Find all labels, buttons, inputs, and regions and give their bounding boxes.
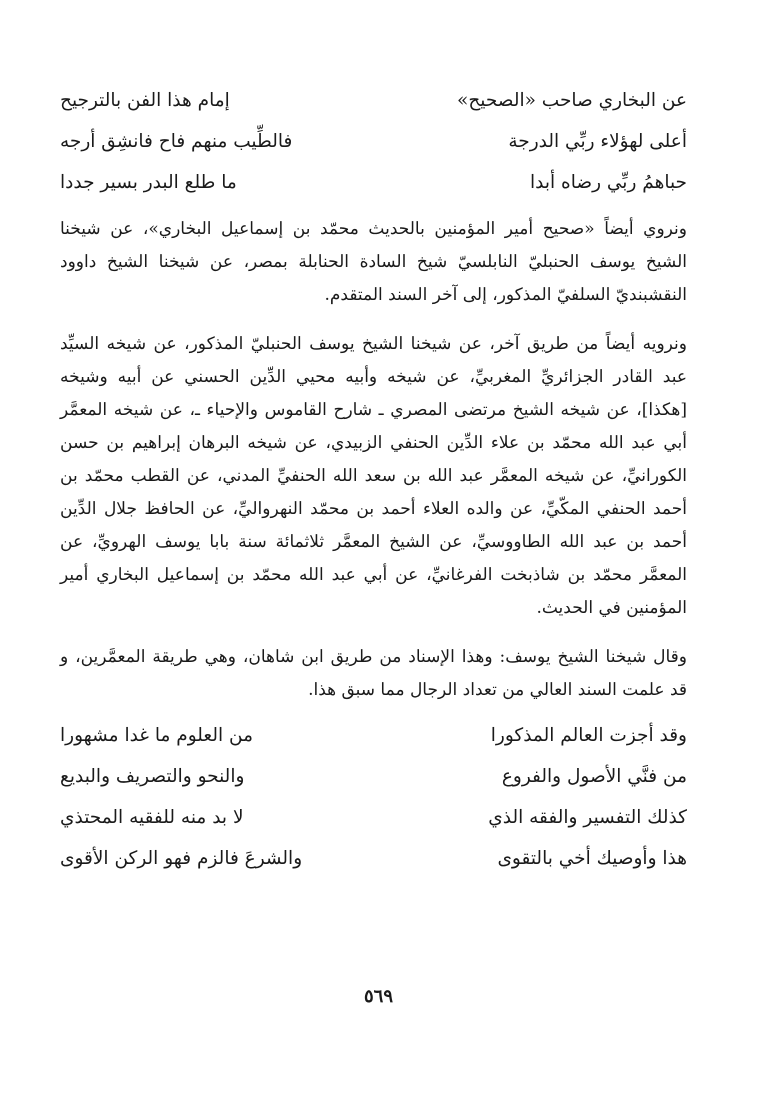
verse-second-hemistich: والنحو والتصريف والبديع <box>60 766 245 787</box>
verse-first-hemistich: وقد أجزت العالم المذكورا <box>490 725 687 746</box>
verse-line <box>60 838 687 879</box>
verse-line <box>60 715 687 756</box>
verse-first-hemistich: من فنَّي الأصول والفروع <box>501 766 687 787</box>
verse-line <box>60 80 687 121</box>
verse-line <box>60 121 687 162</box>
verse-second-hemistich: والشرعَ فالزم فهو الركن الأقوى <box>60 848 303 869</box>
poem-block-1 <box>60 80 687 203</box>
page-number: ٥٦٩ <box>363 986 393 1007</box>
verse-second-hemistich: لا بد منه للفقيه المحتذي <box>60 807 244 828</box>
verse-line <box>60 162 687 203</box>
verse-first-hemistich: حباهمُ ربِّي رضاه أبدا <box>530 172 687 193</box>
verse-first-hemistich: هذا وأوصيك أخي بالتقوى <box>497 848 687 869</box>
paragraph-sahih-chain: ونروي أيضاً «صحيح أمير المؤمنين بالحديث محمّد بن إسماعيل البخاري»، عن شيخنا الشيخ يوسف الحنبليّ النابلسيّ شيخ السادة الحنابلة بمصر، عن شيخنا الشيخ داوود النقشبنديّ السلفيّ المذكور، إلى آخر السند المتقدم. <box>60 219 687 305</box>
verse-first-hemistich: أعلى لهؤلاء ربِّي الدرجة <box>508 131 687 152</box>
verse-second-hemistich: فالطِّيب منهم فاح فانشِق أرجه <box>60 131 293 152</box>
verse-second-hemistich: من العلوم ما غدا مشهورا <box>60 725 253 746</box>
paragraph-shahan-chain: وقال شيخنا الشيخ يوسف: وهذا الإسناد من طريق ابن شاهان، وهي طريقة المعمَّرين، و قد علمت السند العالي من تعداد الرجال مما سبق هذا. <box>60 647 687 700</box>
verse-line <box>60 797 687 838</box>
verse-first-hemistich: عن البخاري صاحب «الصحيح» <box>457 90 687 111</box>
paragraph-second-chain: ونرويه أيضاً من طريق آخر، عن شيخنا الشيخ يوسف الحنبليّ المذكور، عن شيخه السيِّد عبد القادر الجزائريِّ المغربيِّ، عن شيخه وأبيه محيي الدِّين الحسني عن أبيه وشيخه [هكذا]، عن شيخه الشيخ مرتضى المصري ـ شارح القاموس والإحياء ـ، عن شيخه المعمَّر أبي عبد الله محمّد بن علاء الدِّين الحنفي الزبيدي، عن شيخه البرهان إبراهيم بن حسن الكورانيِّ، عن شيخه المعمَّر عبد الله بن سعد الله الحنفيِّ المدني، عن القطب محمّد بن أحمد الحنفي المكّيِّ، عن والده العلاء أحمد بن محمّد النهرواليِّ، عن الحافظ جلال الدِّين أحمد بن عبد الله الطاووسيِّ، عن الشيخ المعمَّر ثلاثمائة سنة بابا يوسف الهرويِّ، عن المعمَّر محمّد بن شاذبخت الفرغانيِّ، عن أبي عبد الله محمّد بن إسماعيل البخاري أمير المؤمنين في الحديث. <box>60 334 687 618</box>
poem-block-2 <box>60 715 687 879</box>
verse-first-hemistich: كذلك التفسير والفقه الذي <box>488 807 687 828</box>
verse-line <box>60 756 687 797</box>
verse-second-hemistich: إمام هذا الفن بالترجيح <box>60 90 230 111</box>
verse-second-hemistich: ما طلع البدر بسير جددا <box>60 172 237 193</box>
